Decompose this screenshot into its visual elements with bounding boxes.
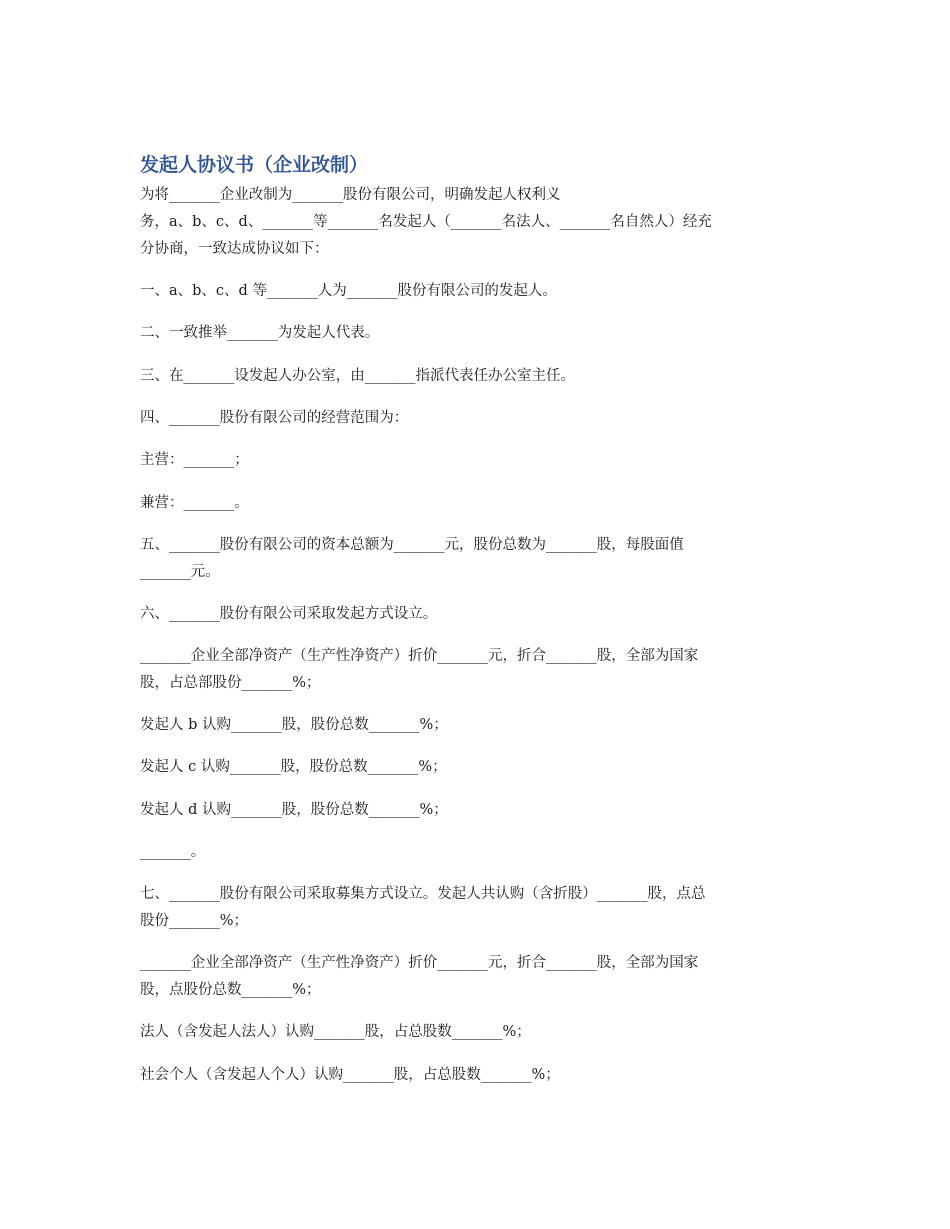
sponsor-b: 发起人 b 认购_______股，股份总数_______%； <box>140 717 448 733</box>
clause-7-assets-line-2: 股，点股份总数_______%； <box>140 982 321 998</box>
clause-7-assets-line-1: _______企业全部净资产（生产性净资产）折价_______元，折合_______股，全部为国家 <box>140 955 699 971</box>
blank-line: _______。 <box>140 844 206 860</box>
clause-5-line-2: _______元。 <box>140 564 220 580</box>
clause-6: 六、_______股份有限公司采取发起方式设立。 <box>140 606 438 622</box>
clause-6-assets-line-2: 股，占总部股份_______%； <box>140 675 321 691</box>
clause-5-line-1: 五、_______股份有限公司的资本总额为_______元，股份总数为_______股，每股面值 <box>140 537 684 553</box>
document-title: 发起人协议书（企业改制） <box>140 154 369 176</box>
intro-line-1: 为将_______企业改制为_______股份有限公司，明确发起人权利义 <box>140 187 561 203</box>
clause-7-line-1: 七、_______股份有限公司采取募集方式设立。发起人共认购（含折股）_______股，点总 <box>140 886 706 902</box>
clause-3: 三、在_______设发起人办公室，由_______指派代表任办公室主任。 <box>140 368 575 384</box>
sponsor-d: 发起人 d 认购_______股，股份总数_______%； <box>140 802 448 818</box>
sponsor-c: 发起人 c 认购_______股，股份总数_______%； <box>140 759 447 775</box>
legal-person-subscription: 法人（含发起人法人）认购_______股，占总股数_______%； <box>140 1024 531 1040</box>
intro-line-2: 务，a、b、c、d、_______等_______名发起人（_______名法人、_______名自然人）经充 <box>140 214 712 230</box>
natural-person-subscription: 社会个人（含发起人个人）认购_______股，占总股数_______%； <box>140 1067 560 1083</box>
intro-line-3: 分协商，一致达成协议如下： <box>140 241 329 257</box>
main-business: 主营：_______； <box>140 452 249 468</box>
clause-7-line-2: 股份_______%； <box>140 913 249 929</box>
side-business: 兼营：_______。 <box>140 495 249 511</box>
clause-1: 一、a、b、c、d 等_______人为_______股份有限公司的发起人。 <box>140 283 557 299</box>
clause-4: 四、_______股份有限公司的经营范围为： <box>140 410 409 426</box>
clause-6-assets-line-1: _______企业全部净资产（生产性净资产）折价_______元，折合_______股，全部为国家 <box>140 648 699 664</box>
clause-2: 二、一致推举_______为发起人代表。 <box>140 325 380 341</box>
